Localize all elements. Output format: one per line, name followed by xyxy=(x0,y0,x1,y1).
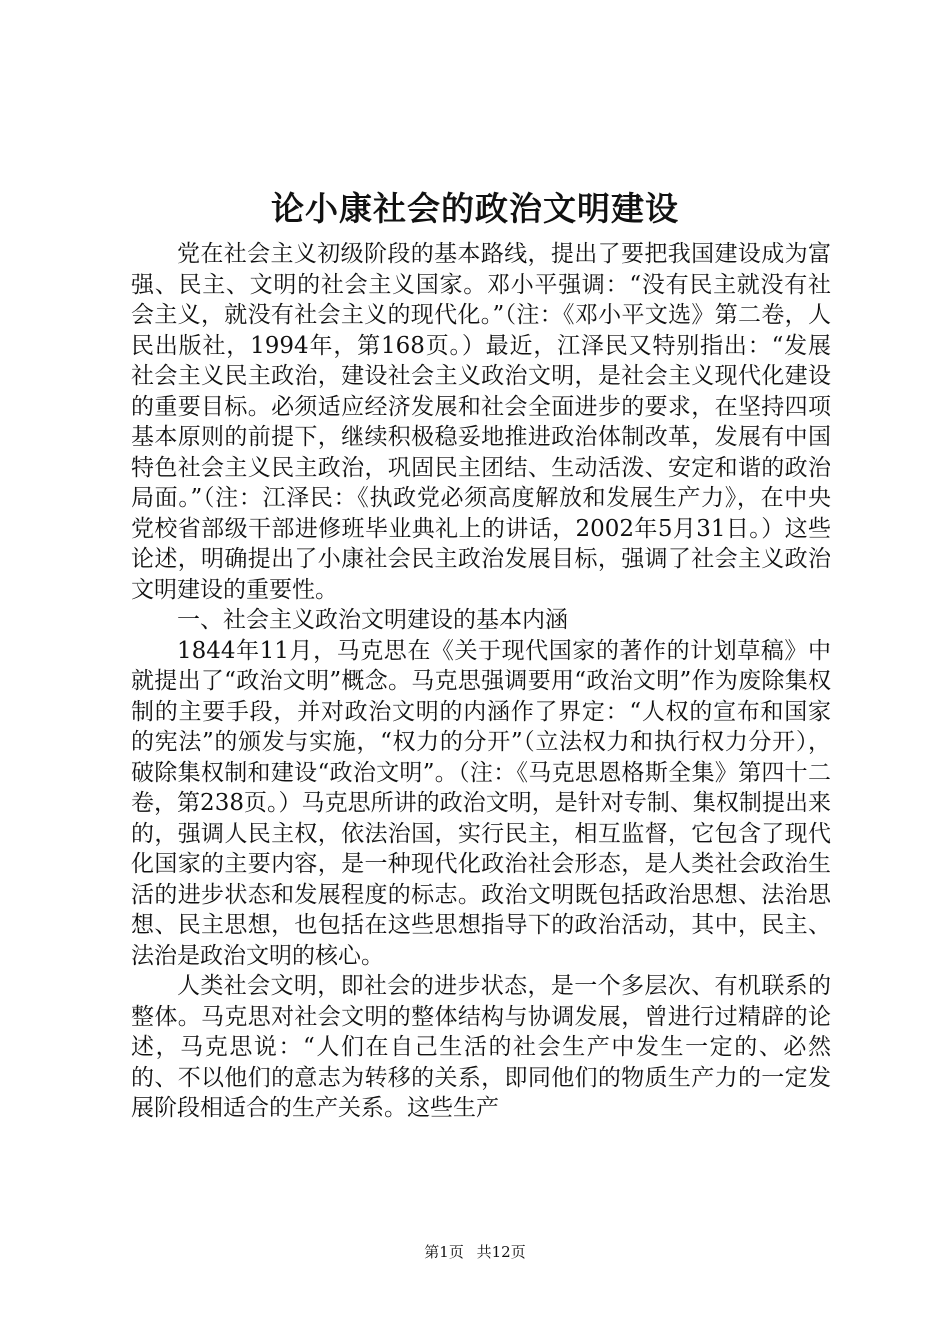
section-heading-1: 一、社会主义政治文明建设的基本内涵 xyxy=(177,607,568,633)
document-body xyxy=(131,239,831,1124)
page-footer xyxy=(0,1240,950,1264)
paragraph-marx-political-civilization: 1844年11月，马克思在《关于现代国家的著作的计划草稿》中就提出了“政治文明”概念。马克思强调要用“政治文明”作为废除集权制的主要手段，并对政治文明的内涵作了界定：“人权的宣布和国家的宪法”的颁发与实施，“权力的分开”（立法权力和执行权力分开），破除集权制和建设“政治文明”。（注：《马克思恩格斯全集》第四十二卷，第238页。）马克思所讲的政治文明，是针对专制、集权制提出来的，强调人民主权，依法治国，实行民主，相互监督，它包含了现代化国家的主要内容，是一种现代化政治社会形态，是人类社会政治生活的进步状态和发展程度的标志。政治文明既包括政治思想、法治思想、民主思想，也包括在这些思想指导下的政治活动，其中，民主、法治是政治文明的核心。 xyxy=(131,637,831,969)
document-title: 论小康社会的政治文明建设 xyxy=(271,189,679,228)
total-pages: 共12页 xyxy=(476,1243,526,1261)
paragraph-intro: 党在社会主义初级阶段的基本路线，提出了要把我国建设成为富强、民主、文明的社会主义国家。邓小平强调：“没有民主就没有社会主义，就没有社会主义的现代化。”（注：《邓小平文选》第二卷，人民出版社，1994年，第168页。）最近，江泽民又特别指出：“发展社会主义民主政治，建设社会主义政治文明，是社会主义现代化建设的重要目标。必须适应经济发展和社会全面进步的要求，在坚持四项基本原则的前提下，继续积极稳妥地推进政治体制改革，发展有中国特色社会主义民主政治，巩固民主团结、生动活泼、安定和谐的政治局面。”（注：江泽民：《执政党必须高度解放和发展生产力》，在中央党校省部级干部进修班毕业典礼上的讲话，2002年5月31日。）这些论述，明确提出了小康社会民主政治发展目标，强调了社会主义政治文明建设的重要性。 xyxy=(131,241,831,603)
page-number: 第1页 xyxy=(424,1243,464,1261)
paragraph-social-civilization: 人类社会文明，即社会的进步状态，是一个多层次、有机联系的整体。马克思对社会文明的整体结构与协调发展，曾进行过精辟的论述，马克思说：“人们在自己生活的社会生产中发生一定的、必然的、不以他们的意志为转移的关系，即同他们的物质生产力的一定发展阶段相适合的生产关系。这些生产 xyxy=(131,973,831,1121)
